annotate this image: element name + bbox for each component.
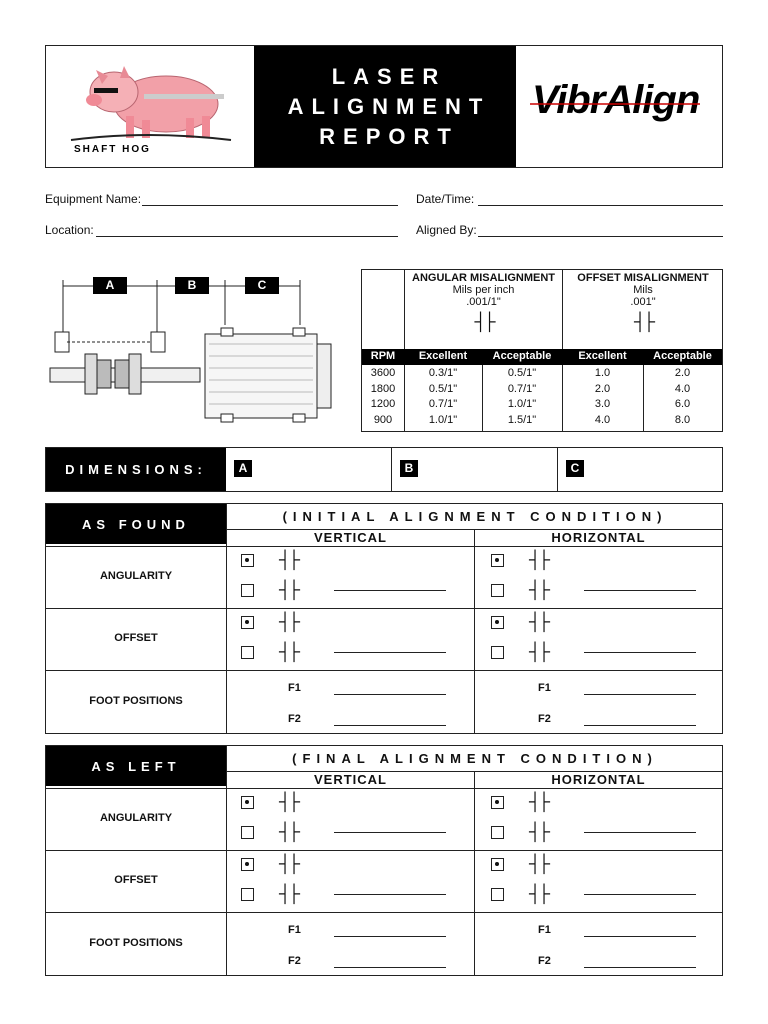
f2-field[interactable] bbox=[334, 725, 446, 726]
angularity-label: ANGULARITY bbox=[99, 812, 173, 824]
col-angular-acceptable: Acceptable bbox=[492, 350, 552, 362]
table-cell: 900 bbox=[373, 413, 393, 426]
offset-title: OFFSET MISALIGNMENT bbox=[577, 272, 709, 284]
table-cell: 1800 bbox=[370, 382, 396, 395]
value-field[interactable] bbox=[334, 894, 446, 895]
value-field[interactable] bbox=[334, 832, 446, 833]
angular-unit: Mils per inch bbox=[452, 284, 515, 296]
table-cell: 2.0 bbox=[594, 382, 611, 395]
angular-title: ANGULAR MISALIGNMENT bbox=[412, 272, 555, 284]
title-line: REPORT bbox=[319, 123, 459, 149]
location-field[interactable] bbox=[96, 236, 398, 237]
horizontal-header: HORIZONTAL bbox=[551, 530, 646, 545]
alignment-symbol-icon: ┤├ bbox=[279, 884, 298, 903]
equipment-name-field[interactable] bbox=[142, 205, 398, 206]
offset-header bbox=[563, 272, 723, 332]
alignment-symbol-icon: ┤├ bbox=[279, 580, 298, 599]
indicator-on-icon[interactable] bbox=[241, 858, 254, 871]
alignment-symbol-icon: ┤├ bbox=[529, 854, 548, 873]
table-cell: 1.0/1" bbox=[507, 398, 537, 410]
indicator-on-icon[interactable] bbox=[241, 554, 254, 567]
dimensions-row bbox=[45, 447, 723, 492]
section-subtitle: (FINAL ALIGNMENT CONDITION) bbox=[292, 751, 658, 766]
table-cell: 2.0 bbox=[674, 367, 691, 379]
indicator-on-icon[interactable] bbox=[491, 616, 504, 629]
diagram-label-a: A bbox=[93, 277, 127, 294]
table-cell: 0.7/1" bbox=[428, 398, 458, 410]
table-cell: 0.3/1" bbox=[428, 367, 458, 379]
offset-symbol-icon: ┤├ bbox=[633, 312, 653, 331]
table-header-row bbox=[362, 349, 722, 365]
f2-field[interactable] bbox=[584, 967, 696, 968]
alignment-symbol-icon: ┤├ bbox=[529, 550, 548, 569]
table-cell: 3.0 bbox=[594, 398, 611, 410]
indicator-off-icon[interactable] bbox=[491, 584, 504, 597]
dimension-c-label: C bbox=[566, 460, 584, 477]
shaft-diagram bbox=[45, 270, 345, 430]
angular-header bbox=[405, 272, 562, 332]
brand-underline bbox=[530, 84, 700, 124]
f2-label: F2 bbox=[538, 955, 551, 967]
vertical-header: VERTICAL bbox=[314, 772, 387, 787]
alignment-symbol-icon: ┤├ bbox=[279, 642, 298, 661]
tolerance-table bbox=[361, 269, 723, 432]
value-field[interactable] bbox=[334, 590, 446, 591]
report-title bbox=[254, 46, 516, 167]
alignment-symbol-icon: ┤├ bbox=[279, 822, 298, 841]
indicator-on-icon[interactable] bbox=[241, 616, 254, 629]
offset-label: OFFSET bbox=[114, 874, 158, 886]
section-title: AS FOUND bbox=[46, 504, 226, 544]
alignment-symbol-icon: ┤├ bbox=[279, 792, 298, 811]
f2-label: F2 bbox=[538, 713, 551, 725]
section-subtitle: (INITIAL ALIGNMENT CONDITION) bbox=[282, 509, 668, 524]
angular-ratio: .001/1" bbox=[466, 296, 501, 308]
alignment-symbol-icon: ┤├ bbox=[279, 550, 298, 569]
col-offset-acceptable: Acceptable bbox=[653, 350, 712, 362]
indicator-on-icon[interactable] bbox=[491, 858, 504, 871]
f1-label: F1 bbox=[538, 682, 551, 694]
table-cell: 1200 bbox=[370, 398, 396, 410]
alignment-symbol-icon: ┤├ bbox=[529, 884, 548, 903]
foot-positions-label: FOOT POSITIONS bbox=[89, 695, 183, 707]
dimensions-label: DIMENSIONS: bbox=[46, 448, 226, 491]
diagram-label-b: B bbox=[175, 277, 209, 294]
col-offset-excellent: Excellent bbox=[578, 350, 627, 362]
date-time-field[interactable] bbox=[478, 205, 723, 206]
f2-field[interactable] bbox=[334, 967, 446, 968]
value-field[interactable] bbox=[334, 652, 446, 653]
location-label: Location: bbox=[45, 223, 94, 237]
indicator-off-icon[interactable] bbox=[241, 888, 254, 901]
alignment-symbol-icon: ┤├ bbox=[529, 822, 548, 841]
table-cell: 0.7/1" bbox=[507, 382, 537, 395]
dimension-b-label: B bbox=[400, 460, 418, 477]
table-cell: 0.5/1" bbox=[428, 382, 458, 395]
table-cell: 0.5/1" bbox=[507, 367, 537, 379]
indicator-on-icon[interactable] bbox=[491, 554, 504, 567]
dimension-a-label: A bbox=[234, 460, 252, 477]
f1-label: F1 bbox=[288, 682, 301, 694]
aligned-by-label: Aligned By: bbox=[416, 223, 477, 237]
brand-logo: VibrAlign bbox=[532, 78, 700, 122]
value-field[interactable] bbox=[584, 832, 696, 833]
f1-field[interactable] bbox=[334, 694, 446, 695]
table-cell: 1.5/1" bbox=[507, 413, 537, 426]
indicator-on-icon[interactable] bbox=[241, 796, 254, 809]
angularity-label: ANGULARITY bbox=[99, 570, 173, 582]
col-angular-excellent: Excellent bbox=[418, 350, 468, 362]
diagram-label-c: C bbox=[245, 277, 279, 294]
title-line: ALIGNMENT bbox=[287, 93, 491, 119]
horizontal-header: HORIZONTAL bbox=[551, 772, 646, 787]
value-field[interactable] bbox=[584, 894, 696, 895]
table-cell: 4.0 bbox=[594, 413, 611, 426]
section-title: AS LEFT bbox=[46, 746, 226, 786]
table-cell: 1.0 bbox=[594, 367, 611, 379]
offset-label: OFFSET bbox=[114, 632, 158, 644]
f1-label: F1 bbox=[288, 924, 301, 936]
alignment-diagram bbox=[45, 270, 345, 430]
offset-ratio: .001" bbox=[630, 296, 656, 308]
logo-caption: SHAFT HOG bbox=[74, 144, 151, 155]
f2-label: F2 bbox=[288, 955, 301, 967]
alignment-symbol-icon: ┤├ bbox=[529, 612, 548, 631]
offset-unit: Mils bbox=[633, 284, 653, 296]
alignment-symbol-icon: ┤├ bbox=[279, 854, 298, 873]
as-found-section bbox=[45, 503, 723, 734]
table-cell: 6.0 bbox=[674, 398, 691, 410]
title-line: LASER bbox=[331, 63, 447, 89]
report-header bbox=[45, 45, 723, 168]
alignment-symbol-icon: ┤├ bbox=[529, 642, 548, 661]
f1-field[interactable] bbox=[584, 694, 696, 695]
as-left-section bbox=[45, 745, 723, 976]
indicator-off-icon[interactable] bbox=[241, 646, 254, 659]
indicator-off-icon[interactable] bbox=[241, 826, 254, 839]
indicator-on-icon[interactable] bbox=[491, 796, 504, 809]
indicator-off-icon[interactable] bbox=[241, 584, 254, 597]
table-cell: 4.0 bbox=[674, 382, 691, 395]
col-rpm: RPM bbox=[370, 350, 396, 362]
aligned-by-field[interactable] bbox=[478, 236, 723, 237]
foot-positions-label: FOOT POSITIONS bbox=[89, 937, 183, 949]
f1-field[interactable] bbox=[334, 936, 446, 937]
indicator-off-icon[interactable] bbox=[491, 826, 504, 839]
angular-symbol-icon: ┤├ bbox=[474, 312, 493, 331]
vertical-header: VERTICAL bbox=[314, 530, 387, 545]
value-field[interactable] bbox=[584, 590, 696, 591]
alignment-symbol-icon: ┤├ bbox=[529, 580, 548, 599]
alignment-symbol-icon: ┤├ bbox=[279, 612, 298, 631]
shaft-hog-logo bbox=[66, 54, 236, 144]
indicator-off-icon[interactable] bbox=[491, 888, 504, 901]
table-cell: 1.0/1" bbox=[428, 413, 458, 426]
f1-field[interactable] bbox=[584, 936, 696, 937]
table-cell: 8.0 bbox=[674, 413, 691, 426]
indicator-off-icon[interactable] bbox=[491, 646, 504, 659]
value-field[interactable] bbox=[584, 652, 696, 653]
f2-label: F2 bbox=[288, 713, 301, 725]
f1-label: F1 bbox=[538, 924, 551, 936]
equipment-name-label: Equipment Name: bbox=[45, 192, 142, 206]
alignment-symbol-icon: ┤├ bbox=[529, 792, 548, 811]
table-cell: 3600 bbox=[370, 367, 396, 379]
date-time-label: Date/Time: bbox=[416, 192, 475, 206]
f2-field[interactable] bbox=[584, 725, 696, 726]
